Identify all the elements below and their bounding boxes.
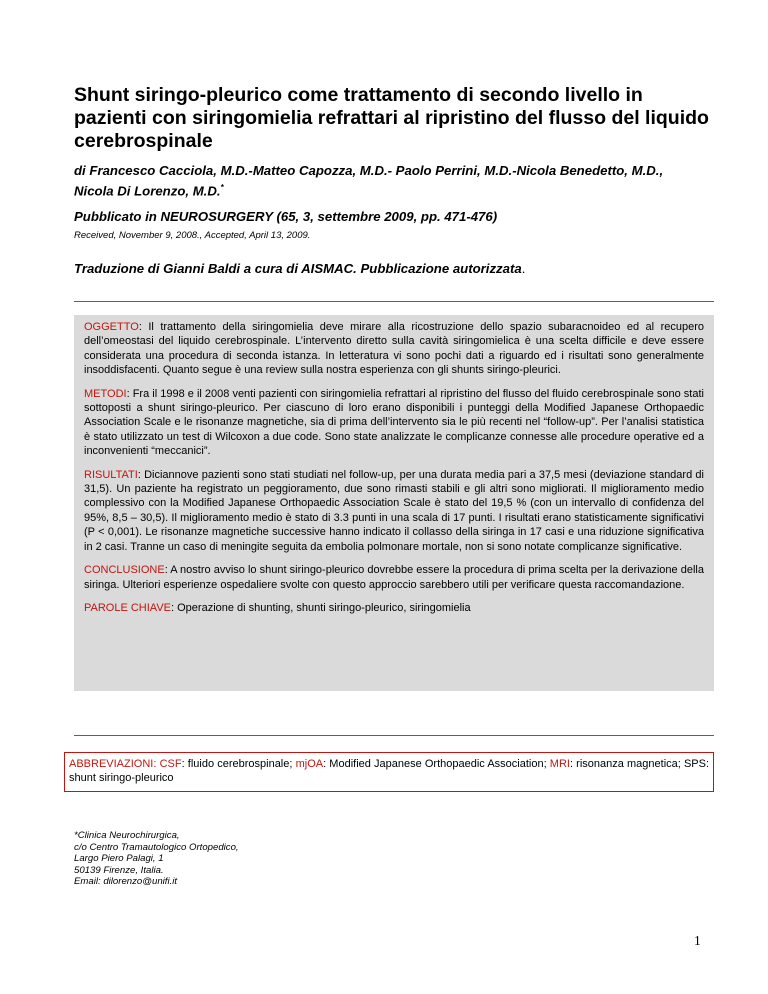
abstract-parole-chiave — [74, 601, 714, 615]
publication-line: Pubblicato in NEUROSURGERY (65, 3, settembre 2009, pp. 471-476) — [74, 209, 498, 224]
translation-text: Traduzione di Gianni Baldi a cura di AISMAC. Pubblicazione autorizzata — [74, 261, 522, 276]
oggetto-text: : Il trattamento della siringomielia deve mirare alla ricostruzione dello spazio subaracnoideo ed al recupero dell’omeostasi del liquido cerebrospinale. L’intervento diretto sulla cavità siringomielica è una scelta difficile e deve essere considerata una procedura di seconda istanza. In letteratura vi sono pochi dati a riguardo ed i risultati sono generalmente insoddisfacenti. Quanto segue è una review sulla nostra esperienza con gli shunts siringo-pleurici. — [84, 321, 704, 377]
bottom-divider — [74, 735, 714, 736]
affiliation-block — [74, 830, 239, 888]
abstract-conclusione — [74, 563, 714, 592]
affiliation-line: 50139 Firenze, Italia. — [74, 864, 164, 876]
page-number: 1 — [694, 933, 701, 948]
risultati-text: : Diciannove pazienti sono stati studiati nel follow-up, per una durata media pari a 37,5 mesi (deviazione standard di 31,5). Un paziente ha registrato un peggioramento, due sono rimasti stabili e gli altri sono migliorati. Il miglioramento medio complessivo con la Modified Japanese Orthopaedic Association Scale è stato del 19,5 % (con un intervallo di confidenza del 95%, 8,5 – 30,5). Il miglioramento medio è stato di 3.3 punti in una scala di 17 punti. I risultati erano statisticamente significativi (P < 0,001). Le risonanze magnetiche successive hanno indicato il collasso della siringa in 17 casi e una riduzione significativa in 2 casi. Tranne un caso di meningite seguita da embolia polmonare mortale, non si sono notate complicanze significative. — [84, 468, 704, 553]
abbreviations-box — [64, 752, 714, 792]
affiliation-line: *Clinica Neurochirurgica, — [74, 830, 180, 841]
abbr-label: ABBREVIAZIONI: — [69, 758, 157, 770]
top-divider — [74, 301, 714, 302]
affiliation-line: c/o Centro Tramautologico Ortopedico, — [74, 841, 239, 853]
abbr-mjoa-text: : Modified Japanese Orthopaedic Association; — [323, 758, 547, 770]
translation-line — [74, 261, 525, 276]
metodi-text: : Fra il 1998 e il 2008 venti pazienti con siringomielia refrattari al ripristino del flusso del fluido cerebrospinale sono stati sottoposti a shunt siringo-pleurico. Per ciascuno di loro erano disponibili i punteggi della Modified Japanese Orthopaedic Association Scale e le risonanze magnetiche, sia di prima dell’intervento sia le più recenti nel “follow-up”. Per l’analisi statistica è stato utilizzato un test di Wilcoxon a due code. Sono state analizzate le complicanze connesse alle procedure operative ed a inconvenienti “meccanici”. — [84, 387, 704, 458]
abstract-metodi — [74, 387, 714, 459]
translation-end: . — [521, 261, 526, 276]
conclusione-text: : A nostro avviso lo shunt siringo-pleurico dovrebbe essere la procedura di prima scelta per la derivazione della siringa. Ulteriori esperienze ospedaliere svolte con questo approccio sarebbero utili per verificare questa raccomandazione. — [84, 564, 704, 591]
abstract-risultati — [74, 468, 714, 554]
authors-text: di Francesco Cacciola, M.D.-Matteo Capozza, M.D.- Paolo Perrini, M.D.-Nicola Benedetto, M.D., Nicola Di Lorenzo, M.D. — [74, 163, 664, 199]
affiliation-line: Largo Piero Palagi, 1 — [74, 853, 164, 864]
abstract-box — [74, 315, 714, 691]
abbr-csf: CSF — [159, 758, 182, 770]
metodi-label: METODI — [84, 387, 127, 400]
parole-chiave-label: PAROLE CHIAVE — [84, 601, 172, 614]
parole-chiave-text: : Operazione di shunting, shunti siringo-pleurico, siringomielia — [171, 601, 471, 614]
affiliation-email: Email: dilorenzo@unifi.it — [74, 876, 178, 887]
abbr-csf-text: : fluido cerebrospinale; — [181, 758, 293, 770]
abbr-mjoa: mjOA — [295, 758, 324, 770]
authors-footnote-mark: * — [220, 183, 224, 192]
received-line: Received, November 9, 2008., Accepted, April 13, 2009. — [74, 230, 311, 241]
abbr-mri-text: : risonanza magnetica; SPS: shunt siringo-pleurico — [69, 758, 710, 785]
oggetto-label: OGGETTO — [84, 321, 139, 333]
authors-line — [74, 162, 674, 199]
conclusione-label: CONCLUSIONE — [84, 564, 165, 577]
abstract-oggetto — [74, 315, 714, 378]
risultati-label: RISULTATI — [84, 468, 138, 481]
document-title: Shunt siringo-pleurico come trattamento di secondo livello in pazienti con siringomielia refrattari al ripristino del flusso del liquido cerebrospinale — [74, 84, 709, 152]
abbr-mri: MRI — [549, 758, 570, 770]
